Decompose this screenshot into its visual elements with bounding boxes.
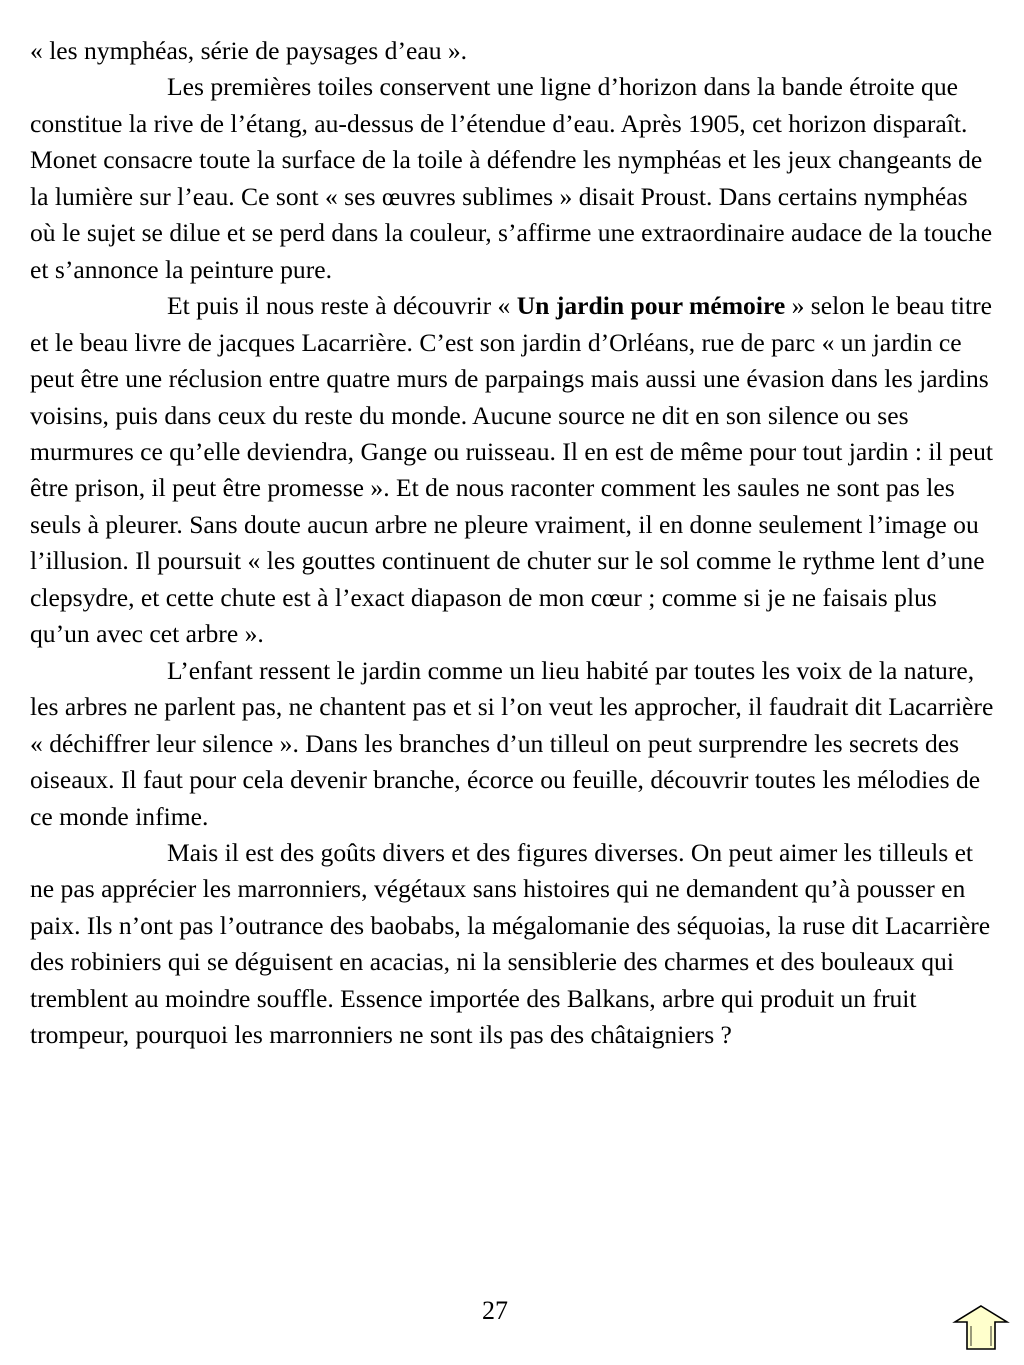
paragraph-3-rest: » selon le beau titre et le beau livre de jacques Lacarrière. C’est son jardin d’Orléans, rue de parc « un jardin ce peut être une réclusion entre quatre murs de parpaings mais aussi une évasion dans les jardins voisins, puis dans ceux du reste du monde. Aucune source ne dit en son silence ou ses murmures ce qu’elle deviendra, Gange ou ruisseau. Il en est de même pour tout jardin : il peut être prison, il peut être promesse ». Et de nous raconter comment les saules ne sont pas les seuls à pleurer. Sans doute aucun arbre ne pleure vraiment, il en donne seulement l’image ou l’illusion. Il poursuit « les gouttes continuent de chuter sur le sol comme le rythme lent d’une clepsydre, et cette chute est à l’exact diapason de mon cœur ; comme si je ne faisais plus qu’un avec cet arbre ». bbox=[30, 291, 994, 649]
page-number: 27 bbox=[482, 1296, 508, 1325]
paragraph-2: Les premières toiles conservent une ligne d’horizon dans la bande étroite que constitue la rive de l’étang, au-dessus de l’étendue d’eau. Après 1905, cet horizon disparaît. Monet consacre toute la surface de la toile à défendre les nymphéas et les jeux changeants de la lumière sur l’eau. Ce sont « ses œuvres sublimes » disait Proust. Dans certains nymphéas où le sujet se dilue et se perd dans la couleur, s’affirme une extraordinaire audace de la touche et s’annonce la peinture pure. bbox=[30, 72, 993, 284]
paragraph-3 bbox=[30, 288, 998, 653]
paragraph-3-lead: Et puis il nous reste à découvrir « bbox=[167, 291, 517, 321]
document-body bbox=[30, 33, 998, 1054]
book-title: Un jardin pour mémoire bbox=[516, 291, 786, 321]
scroll-up-button[interactable] bbox=[951, 1302, 1011, 1352]
paragraph-1: « les nymphéas, série de paysages d’eau ». bbox=[30, 36, 468, 65]
paragraph-4: L’enfant ressent le jardin comme un lieu habité par toutes les voix de la nature, les arbres ne parlent pas, ne chantent pas et si l’on veut les approcher, il faudrait dit Lacarrière « déchiffrer leur silence ». Dans les branches d’un tilleul on peut surprendre les secrets des oiseaux. Il faut pour cela devenir branche, écorce ou feuille, découvrir toutes les mélodies de ce monde infime. bbox=[30, 655, 994, 831]
up-arrow-icon bbox=[951, 1302, 1011, 1352]
paragraph-5: Mais il est des goûts divers et des figures diverses. On peut aimer les tilleuls et ne pas apprécier les marronniers, végétaux sans histoires qui ne demandent qu’à pousser en paix. Ils n’ont pas l’outrance des baobabs, la mégalomanie des séquoias, la ruse dit Lacarrière des robiniers qui se déguisent en acacias, ni la sensiblerie des charmes et des bouleaux qui tremblent au moindre souffle. Essence importée des Balkans, arbre qui produit un fruit trompeur, pourquoi les marronniers ne sont ils pas des châtaigniers ? bbox=[30, 837, 991, 1050]
